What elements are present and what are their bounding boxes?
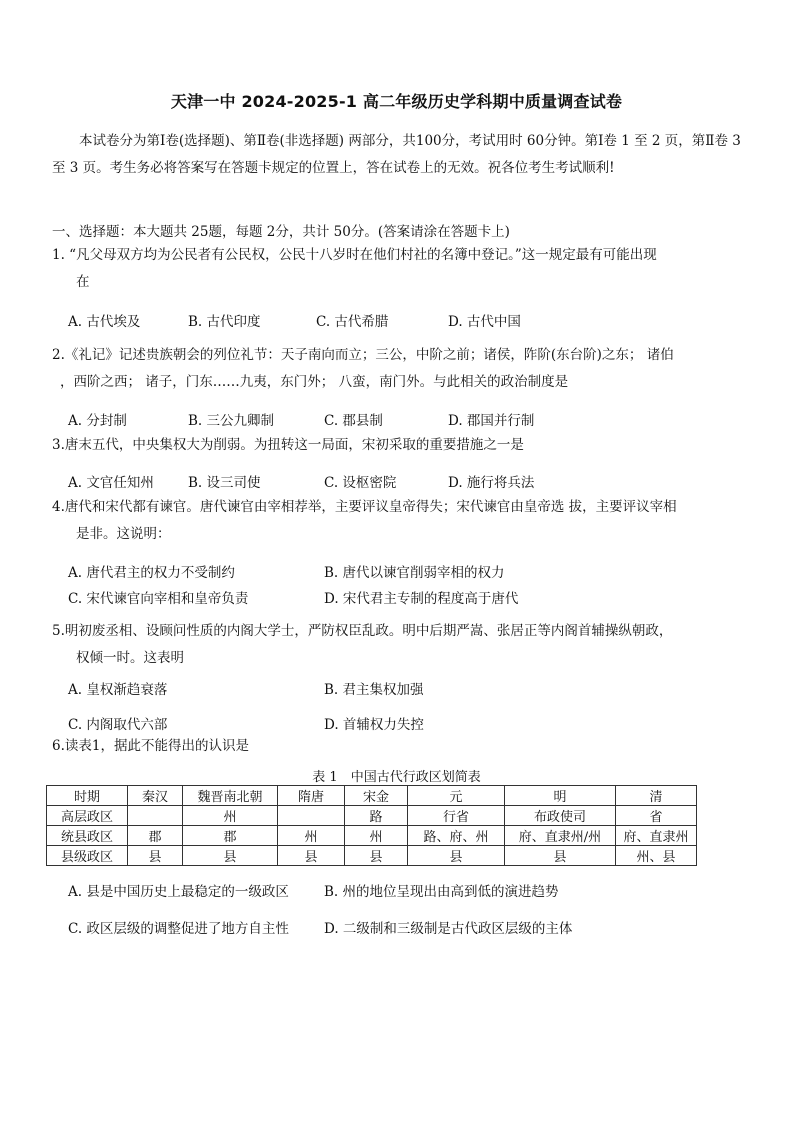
- table-cell: 秦汉: [128, 786, 183, 806]
- option-b[interactable]: B. 古代印度: [188, 314, 261, 330]
- question-3: [52, 432, 752, 459]
- table-cell: 清: [616, 786, 697, 806]
- question-number: 5.: [52, 623, 65, 639]
- question-5: [52, 618, 752, 672]
- option-c[interactable]: C. 政区层级的调整促进了地方自主性: [68, 921, 289, 937]
- table-cell: 县: [183, 846, 278, 866]
- question-1: [52, 242, 752, 296]
- option-d[interactable]: D. 首辅权力失控: [324, 717, 424, 733]
- option-c[interactable]: C. 宋代谏官向宰相和皇帝负责: [68, 591, 249, 607]
- option-a[interactable]: A. 唐代君主的权力不受制约: [68, 565, 235, 581]
- table-cell: 郡: [183, 826, 278, 846]
- question-text: 唐末五代，中央集权大为削弱。为扭转这一局面，宋初采取的重要措施之一是: [64, 437, 524, 453]
- page-title: 天津一中 2024-2025-1 高二年级历史学科期中质量调查试卷: [170, 92, 623, 111]
- table-cell: 县: [408, 846, 505, 866]
- table-cell: 府、直隶州: [616, 826, 697, 846]
- question-text: 《礼记》记述贵族朝会的列位礼节：天子南向而立；三公，中阶之前；诸侯，阼阶(东台阶)之东； 诸伯: [64, 347, 674, 363]
- table-cell: 元: [408, 786, 505, 806]
- table-cell: 宋金: [345, 786, 408, 806]
- table-cell: 郡: [128, 826, 183, 846]
- option-c[interactable]: C. 设枢密院: [324, 475, 397, 491]
- option-a[interactable]: A. 县是中国历史上最稳定的一级政区: [68, 884, 289, 900]
- table-cell: 州: [183, 806, 278, 826]
- option-d[interactable]: D. 施行将兵法: [448, 475, 535, 491]
- question-4: [52, 494, 752, 548]
- table-cell: 府、直隶州/州: [505, 826, 616, 846]
- option-d[interactable]: D. 古代中国: [448, 314, 521, 330]
- table-cell: 县: [505, 846, 616, 866]
- table-cell: [128, 806, 183, 826]
- option-d[interactable]: D. 郡国并行制: [448, 413, 535, 429]
- question-text: 唐代和宋代都有谏官。唐代谏官由宰相荐举，主要评议皇帝得失；宋代谏官由皇帝选 拔，主要评议宰相: [64, 499, 677, 515]
- option-a[interactable]: A. 古代埃及: [68, 314, 141, 330]
- table-cell: 隋唐: [278, 786, 345, 806]
- option-d[interactable]: D. 二级制和三级制是古代政区层级的主体: [324, 921, 573, 937]
- question-text: “凡父母双方均为公民者有公民权，公民十八岁时在他们村社的名簿中登记。”这一规定最有可能出现: [64, 247, 657, 263]
- table-cell: 行省: [408, 806, 505, 826]
- table-cell: 县: [345, 846, 408, 866]
- option-a[interactable]: A. 皇权渐趋衰落: [68, 682, 168, 698]
- option-d[interactable]: D. 宋代君主专制的程度高于唐代: [324, 591, 519, 607]
- table-cell: 县: [128, 846, 183, 866]
- table-header-row: [47, 786, 697, 806]
- table-cell: 时期: [47, 786, 128, 806]
- table-cell: 路、府、州: [408, 826, 505, 846]
- table-cell: 县级政区: [47, 846, 128, 866]
- table-cell: 高层政区: [47, 806, 128, 826]
- question-text: 读表1，据此不能得出的认识是: [64, 738, 249, 754]
- question-text-cont: 在: [76, 274, 90, 290]
- question-text: 明初废丞相、设顾问性质的内阁大学士，严防权臣乱政。明中后期严嵩、张居正等内阁首辅操纵朝政，: [64, 623, 673, 639]
- option-b[interactable]: B. 三公九卿制: [188, 413, 275, 429]
- question-number: 4.: [52, 499, 65, 515]
- table-cell: 统县政区: [47, 826, 128, 846]
- table-cell: 省: [616, 806, 697, 826]
- option-c[interactable]: C. 内阁取代六部: [68, 717, 168, 733]
- table-cell: 县: [278, 846, 345, 866]
- section-heading: 一、选择题：本大题共 25题，每题 2分，共计 50分。(答案请涂在答题卡上): [52, 224, 510, 240]
- table-row: [47, 846, 697, 866]
- question-number: 2.: [52, 347, 65, 363]
- table-cell: 布政使司: [505, 806, 616, 826]
- question-2: [52, 342, 752, 396]
- table-cell: 州: [345, 826, 408, 846]
- question-text-cont: 权倾一时。这表明: [76, 650, 184, 666]
- option-a[interactable]: A. 文官任知州: [68, 475, 154, 491]
- question-text-cont: 是非。这说明：: [76, 526, 171, 542]
- table-cell: [278, 806, 345, 826]
- table-cell: 州、县: [616, 846, 697, 866]
- question-text-cont: ，西阶之西； 诸子，门东……九夷，东门外； 八蛮，南门外。与此相关的政治制度是: [60, 374, 569, 390]
- option-c[interactable]: C. 郡县制: [324, 413, 383, 429]
- table-row: [47, 806, 697, 826]
- intro-paragraph: 本试卷分为第Ⅰ卷(选择题)、第Ⅱ卷(非选择题) 两部分，共100分，考试用时 60分钟。第Ⅰ卷 1 至 2 页，第Ⅱ卷 3 至 3 页。考生务必将答案写在答题卡规定的位置上，答在试卷上的无效。祝各位考生考试顺利!: [52, 133, 741, 176]
- table-row: [47, 826, 697, 846]
- table-caption: 表 1 中国古代行政区划简表: [312, 770, 481, 785]
- option-c[interactable]: C. 古代希腊: [316, 314, 389, 330]
- table-cell: 州: [278, 826, 345, 846]
- question-6: [52, 733, 752, 760]
- question-number: 6.: [52, 738, 65, 754]
- option-b[interactable]: B. 设三司使: [188, 475, 261, 491]
- question-number: 3.: [52, 437, 65, 453]
- option-b[interactable]: B. 君主集权加强: [324, 682, 424, 698]
- option-b[interactable]: B. 唐代以谏官削弱宰相的权力: [324, 565, 505, 581]
- table-cell: 路: [345, 806, 408, 826]
- table-cell: 魏晋南北朝: [183, 786, 278, 806]
- question-number: 1.: [52, 247, 65, 263]
- option-a[interactable]: A. 分封制: [68, 413, 127, 429]
- option-b[interactable]: B. 州的地位呈现出由高到低的演进趋势: [324, 884, 559, 900]
- table-cell: 明: [505, 786, 616, 806]
- admin-division-table: [46, 785, 697, 866]
